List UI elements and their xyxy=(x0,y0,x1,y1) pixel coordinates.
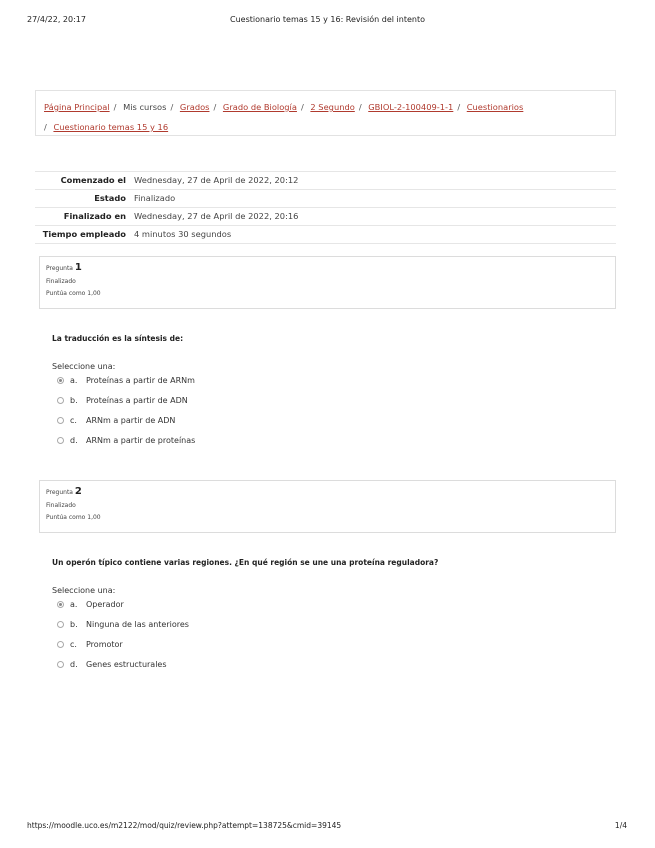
attempt-summary xyxy=(35,171,616,244)
option-letter: a. xyxy=(70,600,78,609)
summary-value: Wednesday, 27 de April de 2022, 20:16 xyxy=(134,211,299,221)
print-title: Cuestionario temas 15 y 16: Revisión del intento xyxy=(230,15,425,24)
summary-value: 4 minutos 30 segundos xyxy=(134,229,232,239)
answer-option[interactable] xyxy=(57,620,189,629)
summary-key: Comenzado el xyxy=(60,175,126,185)
radio-button[interactable] xyxy=(57,397,64,404)
breadcrumb-grado-biologia[interactable]: Grado de Biología xyxy=(222,102,297,112)
option-letter: a. xyxy=(70,376,78,385)
summary-value: Wednesday, 27 de April de 2022, 20:12 xyxy=(134,175,299,185)
summary-key: Tiempo empleado xyxy=(42,229,126,239)
radio-button[interactable] xyxy=(57,641,64,648)
breadcrumb-course[interactable]: GBIOL-2-100409-1-1 xyxy=(368,102,454,112)
page-number: 1/4 xyxy=(614,821,627,830)
question-score: Puntúa como 1,00 xyxy=(46,290,101,297)
radio-button[interactable] xyxy=(57,417,64,424)
option-text: Ninguna de las anteriores xyxy=(86,620,189,629)
radio-button[interactable] xyxy=(57,661,64,668)
question-score: Puntúa como 1,00 xyxy=(46,514,101,521)
summary-key: Estado xyxy=(94,193,126,203)
select-prompt-1: Seleccione una: xyxy=(52,362,116,371)
radio-button-checked[interactable] xyxy=(57,377,64,384)
option-letter: d. xyxy=(70,660,78,669)
question-state: Finalizado xyxy=(46,502,76,509)
question-number: 2 xyxy=(74,486,82,497)
option-letter: b. xyxy=(70,620,78,629)
question-label: Pregunta xyxy=(46,265,73,272)
option-letter: b. xyxy=(70,396,78,405)
summary-value: Finalizado xyxy=(134,193,176,203)
breadcrumb-my-courses: Mis cursos xyxy=(123,102,167,112)
answer-option[interactable] xyxy=(57,376,195,385)
option-text: ARNm a partir de ADN xyxy=(86,416,176,425)
radio-button[interactable] xyxy=(57,621,64,628)
option-text: Proteínas a partir de ADN xyxy=(86,396,188,405)
question-info-2 xyxy=(39,480,616,533)
summary-row xyxy=(35,225,616,244)
answer-option[interactable] xyxy=(57,416,175,425)
option-letter: c. xyxy=(70,416,77,425)
option-text: Operador xyxy=(86,600,124,609)
option-text: ARNm a partir de proteínas xyxy=(86,436,196,445)
option-letter: d. xyxy=(70,436,78,445)
breadcrumb-segundo[interactable]: 2 Segundo xyxy=(310,102,355,112)
breadcrumb-home[interactable]: Página Principal xyxy=(44,102,110,112)
answer-option[interactable] xyxy=(57,600,124,609)
breadcrumb-current-quiz[interactable]: Cuestionario temas 15 y 16 xyxy=(53,122,169,132)
breadcrumb-quizzes[interactable]: Cuestionarios xyxy=(466,102,524,112)
question-state: Finalizado xyxy=(46,278,76,285)
question-label: Pregunta xyxy=(46,489,73,496)
print-url: https://moodle.uco.es/m2122/mod/quiz/review.php?attempt=138725&cmid=39145 xyxy=(27,821,342,830)
option-text: Genes estructurales xyxy=(86,660,167,669)
answer-option[interactable] xyxy=(57,396,188,405)
breadcrumb: Página Principal / Mis cursos / Grados / Grado de Biología / 2 Segundo / GBIOL-2-100409-1-1 / Cuestionarios / Cuestionario temas 15 y 16 xyxy=(35,90,616,136)
summary-row xyxy=(35,189,616,207)
answer-option[interactable] xyxy=(57,660,167,669)
print-date: 27/4/22, 20:17 xyxy=(27,15,86,24)
radio-button[interactable] xyxy=(57,437,64,444)
answer-option[interactable] xyxy=(57,436,195,445)
select-prompt-2: Seleccione una: xyxy=(52,586,116,595)
question-text-2: Un operón típico contiene varias regiones. ¿En qué región se une una proteína reguladora? xyxy=(52,558,439,567)
summary-row xyxy=(35,171,616,189)
option-text: Promotor xyxy=(86,640,123,649)
answer-option[interactable] xyxy=(57,640,123,649)
option-text: Proteínas a partir de ARNm xyxy=(86,376,195,385)
question-text-1: La traducción es la síntesis de: xyxy=(52,334,184,343)
breadcrumb-grados[interactable]: Grados xyxy=(179,102,210,112)
summary-row xyxy=(35,207,616,225)
radio-button-checked[interactable] xyxy=(57,601,64,608)
summary-key: Finalizado en xyxy=(63,211,126,221)
option-letter: c. xyxy=(70,640,77,649)
question-number: 1 xyxy=(74,262,82,273)
question-info-1 xyxy=(39,256,616,309)
